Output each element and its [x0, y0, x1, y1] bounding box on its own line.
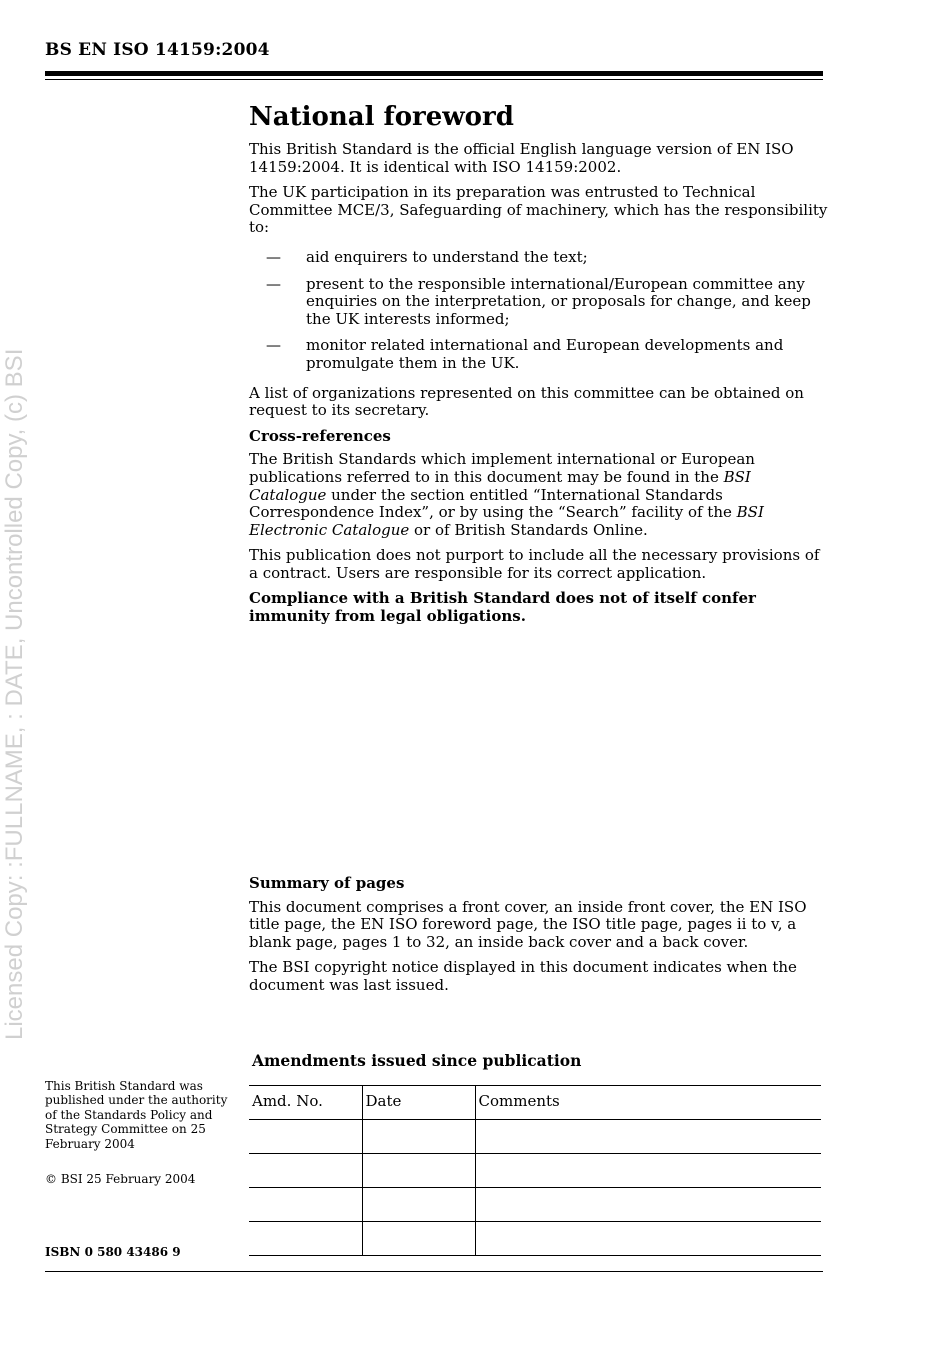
table-cell	[475, 1188, 821, 1222]
provisions-paragraph: This publication does not purport to include all the necessary provisions of a contract. Users are responsible for its correct application.	[249, 546, 820, 582]
table-cell	[249, 1188, 362, 1222]
license-watermark: Licensed Copy: :FULLNAME, : DATE, Uncontrolled Copy, (c) BSI	[1, 348, 28, 1040]
cross-ref-text: or of British Standards Online.	[409, 520, 648, 539]
header-rule-thin	[45, 79, 823, 80]
summary-paragraph: This document comprises a front cover, an inside front cover, the EN ISO title page, the EN ISO foreword page, the ISO title page, pages ii to v, a blank page, pages 1 to 32, an inside back cover and a back cover.	[249, 897, 807, 951]
column-header-amd-no: Amd. No.	[249, 1086, 362, 1120]
list-item	[249, 276, 829, 329]
page-title: National foreword	[249, 102, 514, 132]
list-item	[249, 249, 829, 267]
copyright-line: © BSI 25 February 2004	[45, 1172, 196, 1186]
table-cell	[249, 1222, 362, 1256]
organizations-paragraph: A list of organizations represented on this committee can be obtained on request to its secretary.	[249, 383, 804, 420]
copyright-notice-paragraph: The BSI copyright notice displayed in this document indicates when the document was last issued.	[249, 958, 797, 994]
list-item-text: monitor related international and European developments and promulgate them in the UK.	[306, 336, 784, 372]
list-item-text: aid enquirers to understand the text;	[306, 247, 588, 266]
isbn-number: ISBN 0 580 43486 9	[45, 1245, 181, 1259]
table-cell	[362, 1120, 475, 1154]
table-cell	[362, 1222, 475, 1256]
list-item-text: present to the responsible international/European committee any enquiries on the interpretation, or proposals for change, and keep the UK interests informed;	[306, 274, 811, 328]
intro-paragraph: This British Standard is the official English language version of EN ISO 14159:2004. It is identical with ISO 14159:2002.	[249, 140, 794, 176]
column-header-comments: Comments	[475, 1086, 821, 1120]
table-cell	[362, 1188, 475, 1222]
table-row	[249, 1154, 821, 1188]
cross-ref-text: under the section entitled “International Standards Correspondence Index”, or by using the “Search” facility of the	[249, 485, 737, 522]
cross-ref-text: The British Standards which implement international or European publications referred to in this document may be found in the	[249, 450, 755, 486]
dash-bullet: —	[266, 247, 281, 266]
responsibility-list	[249, 249, 829, 373]
cross-references-paragraph	[249, 451, 829, 539]
national-foreword	[249, 100, 829, 626]
document-id: BS EN ISO 14159:2004	[45, 40, 270, 60]
compliance-statement: Compliance with a British Standard does not of itself confer immunity from legal obligations.	[249, 589, 756, 626]
table-cell	[475, 1222, 821, 1256]
table-cell	[362, 1154, 475, 1188]
table-cell	[475, 1154, 821, 1188]
summary-heading: Summary of pages	[249, 874, 405, 892]
cross-references-heading: Cross-references	[249, 426, 391, 445]
amendments-table	[249, 1085, 821, 1256]
column-header-date: Date	[362, 1086, 475, 1120]
table-cell	[249, 1154, 362, 1188]
committee-paragraph: The UK participation in its preparation was entrusted to Technical Committee MCE/3, Safeguarding of machinery, which has the responsibility to:	[249, 183, 828, 237]
bsi-catalogue-title: BSI Catalogue	[249, 467, 751, 504]
table-row	[249, 1120, 821, 1154]
summary-of-pages	[249, 875, 829, 1003]
dash-bullet: —	[266, 336, 281, 355]
publication-authority: This British Standard was published under the authority of the Standards Policy and Strategy Committee on 25 February 2004	[45, 1079, 228, 1151]
table-header-row	[249, 1086, 821, 1120]
table-row	[249, 1222, 821, 1256]
header-rule-thick	[45, 71, 823, 76]
list-item	[249, 337, 829, 372]
footer-rule	[45, 1271, 823, 1272]
dash-bullet: —	[266, 274, 281, 293]
table-row	[249, 1188, 821, 1222]
table-cell	[249, 1120, 362, 1154]
bsi-electronic-catalogue-title: BSI Electronic Catalogue	[249, 503, 764, 539]
amendments-title: Amendments issued since publication	[252, 1051, 582, 1070]
table-cell	[475, 1120, 821, 1154]
